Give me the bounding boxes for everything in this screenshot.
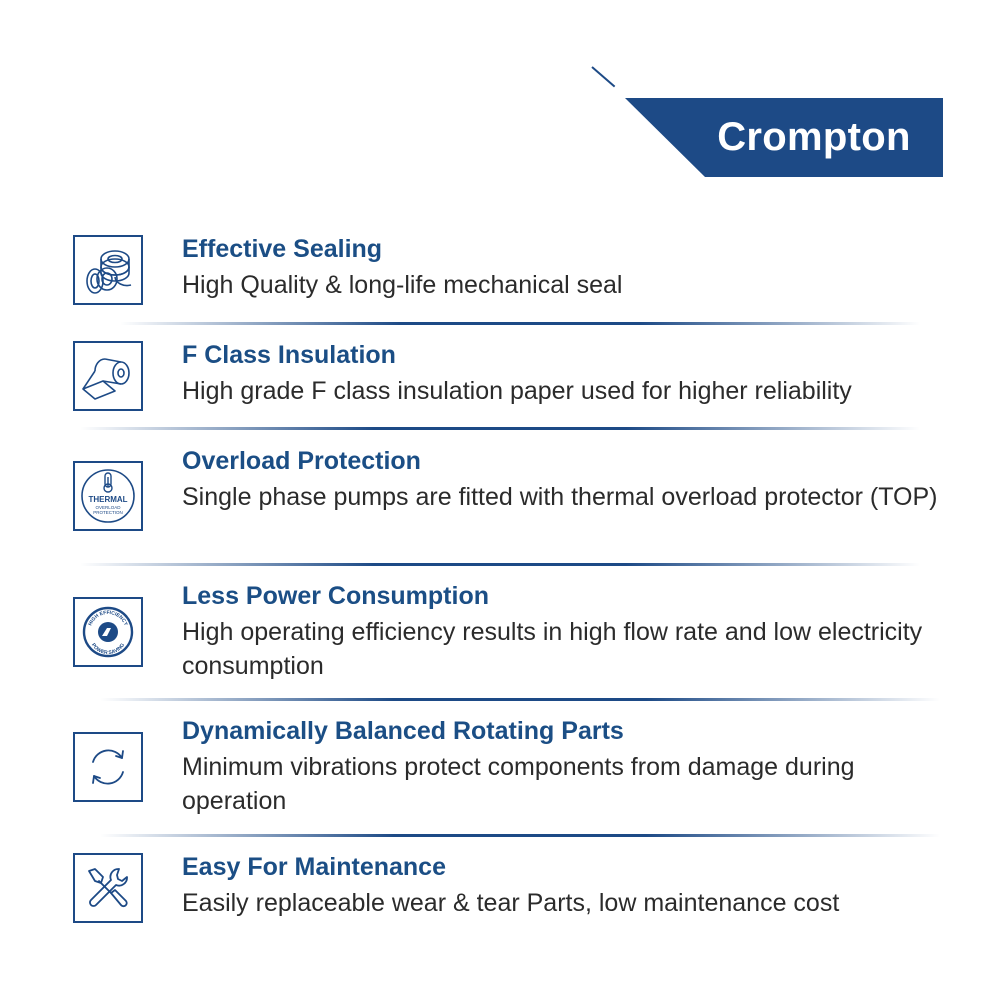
feature-description: Single phase pumps are fitted with thermal overload protector (TOP) [182,483,938,511]
mechanical-seal-icon [73,235,143,305]
feature-title: Effective Sealing [182,235,383,263]
feature-title: Less Power Consumption [182,582,489,610]
divider [120,322,920,325]
rotation-arrows-icon [73,732,143,802]
icon-arc-top-text: HIGH EFFICIENCY [87,609,129,627]
tools-icon [73,853,143,923]
icon-sub-text: OVERLOAD [95,505,121,510]
divider [80,427,920,430]
feature-description: Easily replaceable wear & tear Parts, low maintenance cost [182,889,840,917]
thermal-overload-protection-icon [73,461,143,531]
feature-description: High operating efficiency results in high flow rate and low electricity consumption [182,618,923,680]
insulation-paper-roll-icon [73,341,143,411]
high-efficiency-power-saving-icon [73,597,143,667]
brand-logo-text: Crompton [717,115,911,159]
divider [80,563,920,566]
icon-sub-text: PROTECTION [93,510,123,515]
decorative-line [591,66,615,87]
feature-description: High grade F class insulation paper used for higher reliability [182,377,852,405]
brand-banner [625,98,943,177]
feature-description: Minimum vibrations protect components from damage during operation [182,753,855,815]
divider [100,834,940,837]
svg-text:POWER SAVING [90,642,126,656]
icon-arc-bottom-text: POWER SAVING [89,642,127,657]
feature-title: Dynamically Balanced Rotating Parts [182,717,624,745]
feature-title: F Class Insulation [182,341,396,369]
feature-title: Overload Protection [182,447,421,475]
divider [100,698,940,701]
icon-main-text: THERMAL [88,495,128,504]
feature-description: High Quality & long-life mechanical seal [182,271,623,299]
feature-title: Easy For Maintenance [182,853,446,881]
